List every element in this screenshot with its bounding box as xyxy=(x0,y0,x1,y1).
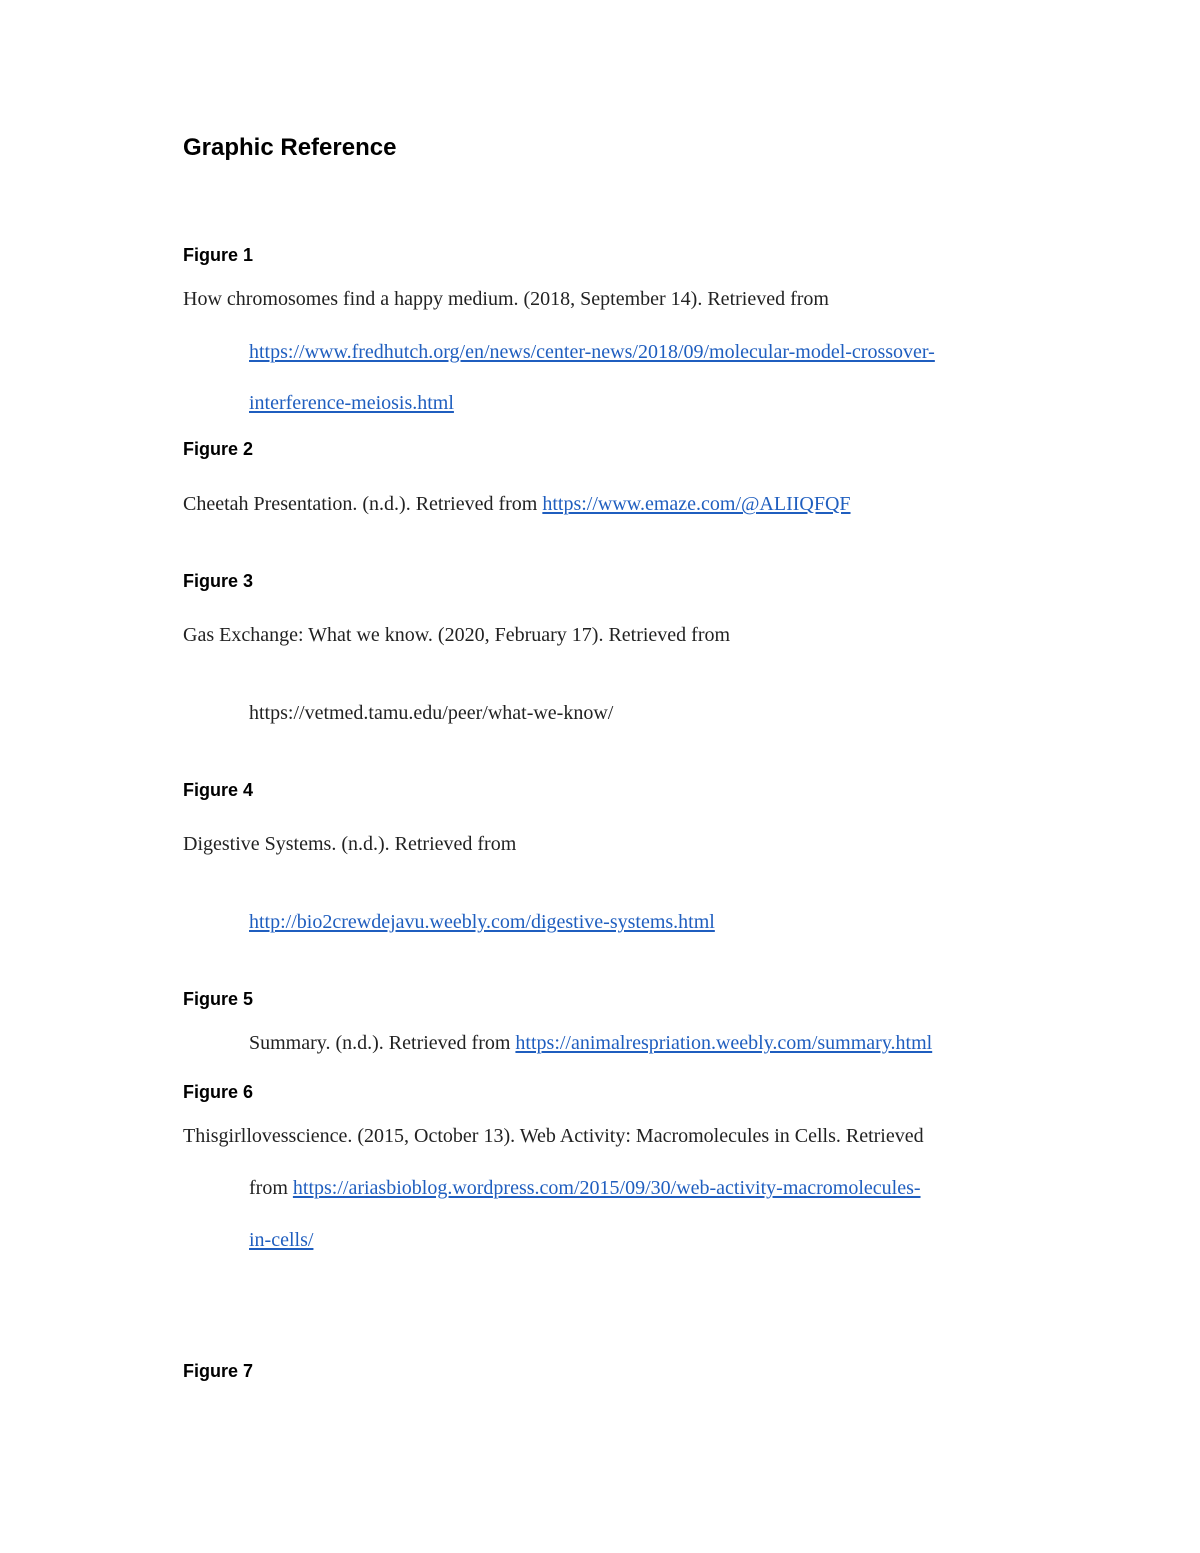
figure-6-from-text: from xyxy=(249,1177,293,1199)
figure-3-url: https://vetmed.tamu.edu/peer/what-we-know/ xyxy=(249,702,614,724)
figure-4-link[interactable]: http://bio2crewdejavu.weebly.com/digestive-systems.html xyxy=(249,911,715,933)
figure-1-label: Figure 1 xyxy=(183,245,254,265)
figure-6-citation: Thisgirllovesscience. (2015, October 13). Web Activity: Macromolecules in Cells. Retrieved xyxy=(183,1125,924,1147)
figure-2-link[interactable]: https://www.emaze.com/@ALIIQFQF xyxy=(542,493,851,515)
figure-2-label: Figure 2 xyxy=(183,439,254,459)
figure-4-citation: Digestive Systems. (n.d.). Retrieved from xyxy=(183,833,517,855)
figure-6-link-line1[interactable]: https://ariasbioblog.wordpress.com/2015/09/30/web-activity-macromolecules- xyxy=(292,1177,921,1199)
figure-6-label: Figure 6 xyxy=(183,1082,254,1102)
figure-1-link-line1[interactable]: https://www.fredhutch.org/en/news/center-news/2018/09/molecular-model-crossover- xyxy=(249,341,935,363)
figure-5-link[interactable]: https://animalrespriation.weebly.com/summary.html xyxy=(515,1032,933,1054)
page-title: Graphic Reference xyxy=(183,134,397,161)
figure-2-citation-text: Cheetah Presentation. (n.d.). Retrieved from xyxy=(183,493,543,515)
figure-2-citation xyxy=(183,494,851,514)
figure-7-label: Figure 7 xyxy=(183,1361,254,1381)
figure-6-citation-line2 xyxy=(249,1178,921,1198)
figure-3-label: Figure 3 xyxy=(183,571,254,591)
figure-1-link-line2[interactable]: interference-meiosis.html xyxy=(249,392,454,414)
figure-5-citation-text: Summary. (n.d.). Retrieved from xyxy=(249,1032,516,1054)
figure-1-citation: How chromosomes find a happy medium. (2018, September 14). Retrieved from xyxy=(183,288,829,310)
figure-4-label: Figure 4 xyxy=(183,780,254,800)
figure-6-link-line2[interactable]: in-cells/ xyxy=(249,1229,314,1251)
figure-5-label: Figure 5 xyxy=(183,989,254,1009)
figure-5-citation xyxy=(249,1033,932,1053)
figure-3-citation: Gas Exchange: What we know. (2020, February 17). Retrieved from xyxy=(183,624,731,646)
